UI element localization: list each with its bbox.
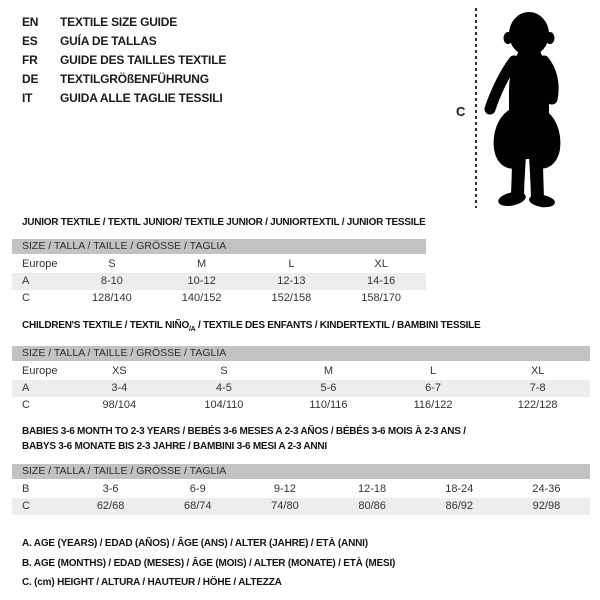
language-code: ES xyxy=(22,34,38,48)
language-code: DE xyxy=(22,72,39,86)
height-measure-dashed-line xyxy=(475,8,477,208)
table-row-europe xyxy=(12,363,590,380)
row-label: B xyxy=(22,483,30,495)
row-label: Europe xyxy=(22,258,58,270)
height-cell: 86/92 xyxy=(445,500,474,512)
language-row-de xyxy=(22,70,226,89)
language-code: IT xyxy=(22,91,33,105)
height-cell: 80/86 xyxy=(358,500,386,512)
babies-size-table xyxy=(12,464,590,515)
footnote-height: C. (cm) HEIGHT / ALTURA / HAUTEUR / HÖHE / ALTEZZA xyxy=(22,577,282,588)
title-line: BABYS 3-6 MONATE BIS 2-3 JAHRE / BAMBINI 3-6 MESI A 2-3 ANNI xyxy=(22,441,327,452)
language-label: GUIDA ALLE TAGLIE TESSILI xyxy=(60,91,223,105)
row-label: Europe xyxy=(22,365,58,377)
age-cell: 24-36 xyxy=(532,483,561,495)
height-cell: 104/110 xyxy=(204,399,244,411)
height-cell: 122/128 xyxy=(517,399,558,411)
language-row-es xyxy=(22,32,226,51)
age-cell: 6-9 xyxy=(189,483,206,495)
title-subscript: /A xyxy=(188,326,196,333)
size-header-row: SIZE / TALLA / TAILLE / GRÖSSE / TAGLIA xyxy=(12,239,426,254)
height-cell: 140/152 xyxy=(181,292,222,304)
age-cell: 10-12 xyxy=(187,275,216,287)
row-label: A xyxy=(22,382,30,394)
footnotes xyxy=(22,534,395,593)
height-cell: 152/158 xyxy=(271,292,312,304)
table-row-height xyxy=(12,290,426,307)
size-cell: M xyxy=(197,258,207,270)
size-cell: XL xyxy=(530,365,545,377)
age-cell: 3-6 xyxy=(102,483,119,495)
size-cell: S xyxy=(220,365,228,377)
junior-table-title: JUNIOR TEXTILE / TEXTIL JUNIOR/ TEXTILE JUNIOR / JUNIORTEXTIL / JUNIOR TESSILE xyxy=(22,217,426,228)
title-segment: CHILDREN'S TEXTILE / TEXTIL NIÑO xyxy=(22,320,189,331)
age-cell: 12-18 xyxy=(358,483,387,495)
height-cell: 110/116 xyxy=(309,399,348,411)
language-label: TEXTILGRÖßENFÜHRUNG xyxy=(60,72,209,86)
age-cell: 8-10 xyxy=(100,275,123,287)
table-row-height xyxy=(12,397,590,414)
language-label: GUIDE DES TAILLES TEXTILE xyxy=(60,53,227,67)
size-cell: XS xyxy=(111,365,127,377)
height-cell: 158/170 xyxy=(361,292,401,304)
age-cell: 14-16 xyxy=(367,275,396,287)
footnote-age-years: A. AGE (YEARS) / EDAD (AÑOS) / ÂGE (ANS) / ALTER (JAHRE) / ETÀ (ANNI) xyxy=(22,538,368,549)
age-cell: 7-8 xyxy=(529,382,546,394)
height-measure-label: C xyxy=(456,104,466,119)
babies-table-title xyxy=(22,424,466,454)
row-label: A xyxy=(22,275,30,287)
age-cell: 12-13 xyxy=(277,275,306,287)
children-size-table xyxy=(12,346,590,414)
language-code: FR xyxy=(22,53,38,67)
language-row-it xyxy=(22,89,226,108)
language-row-en xyxy=(22,13,226,32)
height-cell: 98/104 xyxy=(102,399,137,411)
height-cell: 74/80 xyxy=(271,500,299,512)
height-cell: 92/98 xyxy=(532,500,561,512)
age-cell: 6-7 xyxy=(425,382,442,394)
row-label: C xyxy=(22,292,30,304)
junior-size-table xyxy=(12,239,426,307)
baby-silhouette-icon xyxy=(482,10,572,208)
height-cell: 62/68 xyxy=(96,500,125,512)
size-cell: L xyxy=(288,258,295,270)
title-segment: / TEXTILE DES ENFANTS / KINDERTEXTIL / BAMBINI TESSILE xyxy=(195,320,481,331)
table-row-age-months xyxy=(12,481,590,498)
size-cell: M xyxy=(323,365,334,377)
language-label: TEXTILE SIZE GUIDE xyxy=(60,15,178,29)
language-code: EN xyxy=(22,15,39,29)
size-cell: XL xyxy=(374,258,388,270)
height-cell: 116/122 xyxy=(413,399,453,411)
size-cell: L xyxy=(430,365,437,377)
age-cell: 4-5 xyxy=(215,382,232,394)
size-header-row: SIZE / TALLA / TAILLE / GRÖSSE / TAGLIA xyxy=(12,464,590,479)
footnote-age-months: B. AGE (MONTHS) / EDAD (MESES) / ÂGE (MOIS) / ALTER (MONATE) / ETÀ (MESI) xyxy=(22,557,396,569)
table-row-europe xyxy=(12,256,426,273)
row-label: C xyxy=(22,500,30,512)
language-label: GUÍA DE TALLAS xyxy=(60,34,157,48)
table-row-age-years xyxy=(12,273,426,290)
age-cell: 3-4 xyxy=(111,382,128,394)
table-row-age-years xyxy=(12,380,590,397)
language-list xyxy=(22,13,226,108)
children-table-title xyxy=(22,320,480,333)
row-label: C xyxy=(22,399,30,411)
title-line: BABIES 3-6 MONTH TO 2-3 YEARS / BEBÉS 3-6 MESES A 2-3 AÑOS / BÉBÉS 3-6 MOIS À 2-3 ANS / xyxy=(22,426,466,437)
age-cell: 9-12 xyxy=(273,483,296,495)
age-cell: 5-6 xyxy=(320,382,337,394)
height-cell: 68/74 xyxy=(183,500,212,512)
language-row-fr xyxy=(22,51,226,70)
table-row-height xyxy=(12,498,590,515)
size-cell: S xyxy=(108,258,116,270)
height-cell: 128/140 xyxy=(91,292,132,304)
age-cell: 18-24 xyxy=(445,483,474,495)
size-header-row: SIZE / TALLA / TAILLE / GRÖSSE / TAGLIA xyxy=(12,346,590,361)
